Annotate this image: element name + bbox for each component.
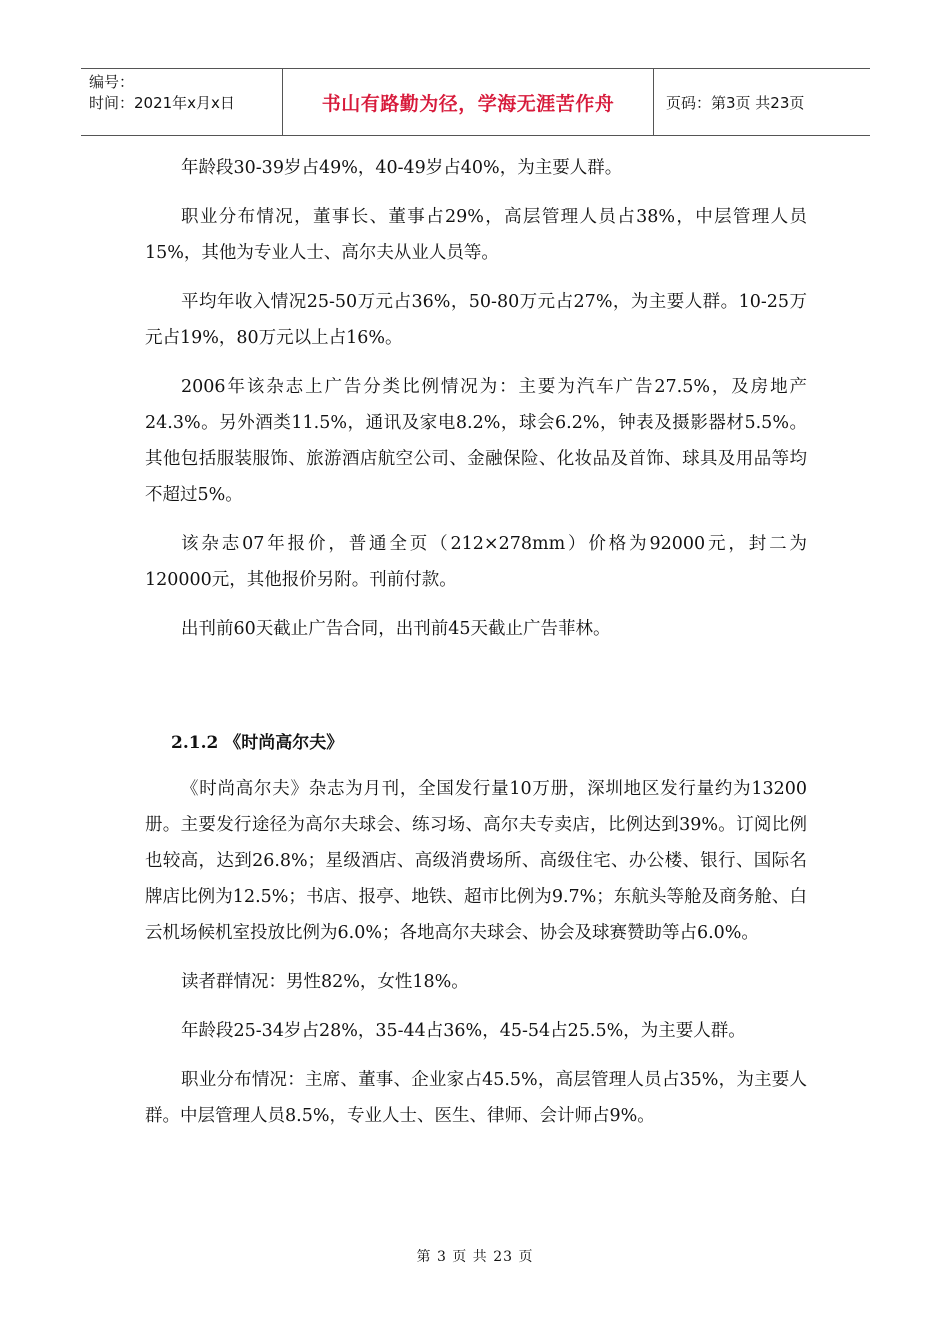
paragraph: 职业分布情况，董事长、董事占29%，高层管理人员占38%，中层管理人员15%，其他为专业人士、高尔夫从业人员等。 [145,207,807,263]
document-body [145,150,807,1147]
document-time-label: 时间：2021年x月x日 [89,94,235,112]
page-footer: 第 3 页 共 23 页 [416,1249,534,1265]
paragraph: 《时尚高尔夫》杂志为月刊，全国发行量10万册，深圳地区发行量约为13200册。主要发行途径为高尔夫球会、练习场、高尔夫专卖店，比例达到39%。订阅比例也较高，达到26.8%；星级酒店、高级消费场所、高级住宅、办公楼、银行、国际名牌店比例为12.5%；书店、报亭、地铁、超市比例为9.7%；东航头等舱及商务舱、白云机场候机室投放比例为6.0%；各地高尔夫球会、协会及球赛赞助等占6.0%。 [145,779,807,943]
paragraph: 2006年该杂志上广告分类比例情况为：主要为汽车广告27.5%，及房地产24.3%。另外酒类11.5%，通讯及家电8.2%，球会6.2%，钟表及摄影器材5.5%。其他包括服装服饰、旅游酒店航空公司、金融保险、化妆品及首饰、球具及用品等均不超过5%。 [145,377,807,505]
paragraph: 读者群情况：男性82%，女性18%。 [181,972,469,992]
header-motto: 书山有路勤为径，学海无涯苦作舟 [283,69,654,135]
section-heading: 2.1.2 《时尚高尔夫》 [171,733,344,753]
paragraph: 年龄段25-34岁占28%，35-44占36%，45-54占25.5%，为主要人群。 [181,1021,746,1041]
header-meta [81,69,283,135]
paragraph: 平均年收入情况25-50万元占36%，50-80万元占27%，为主要人群。10-25万元占19%，80万元以上占16%。 [145,292,807,348]
paragraph: 出刊前60天截止广告合同，出刊前45天截止广告菲林。 [181,619,611,639]
paragraph: 年龄段30-39岁占49%，40-49岁占40%，为主要人群。 [181,158,623,178]
paragraph: 该杂志07年报价，普通全页（212×278mm）价格为92000元，封二为120000元，其他报价另附。刊前付款。 [145,534,807,590]
header-page-info: 页码：第3页 共23页 [666,93,805,112]
document-number-label: 编号： [89,73,135,91]
page-header [81,68,870,136]
paragraph: 职业分布情况：主席、董事、企业家占45.5%，高层管理人员占35%，为主要人群。中层管理人员8.5%，专业人士、医生、律师、会计师占9%。 [145,1070,807,1126]
